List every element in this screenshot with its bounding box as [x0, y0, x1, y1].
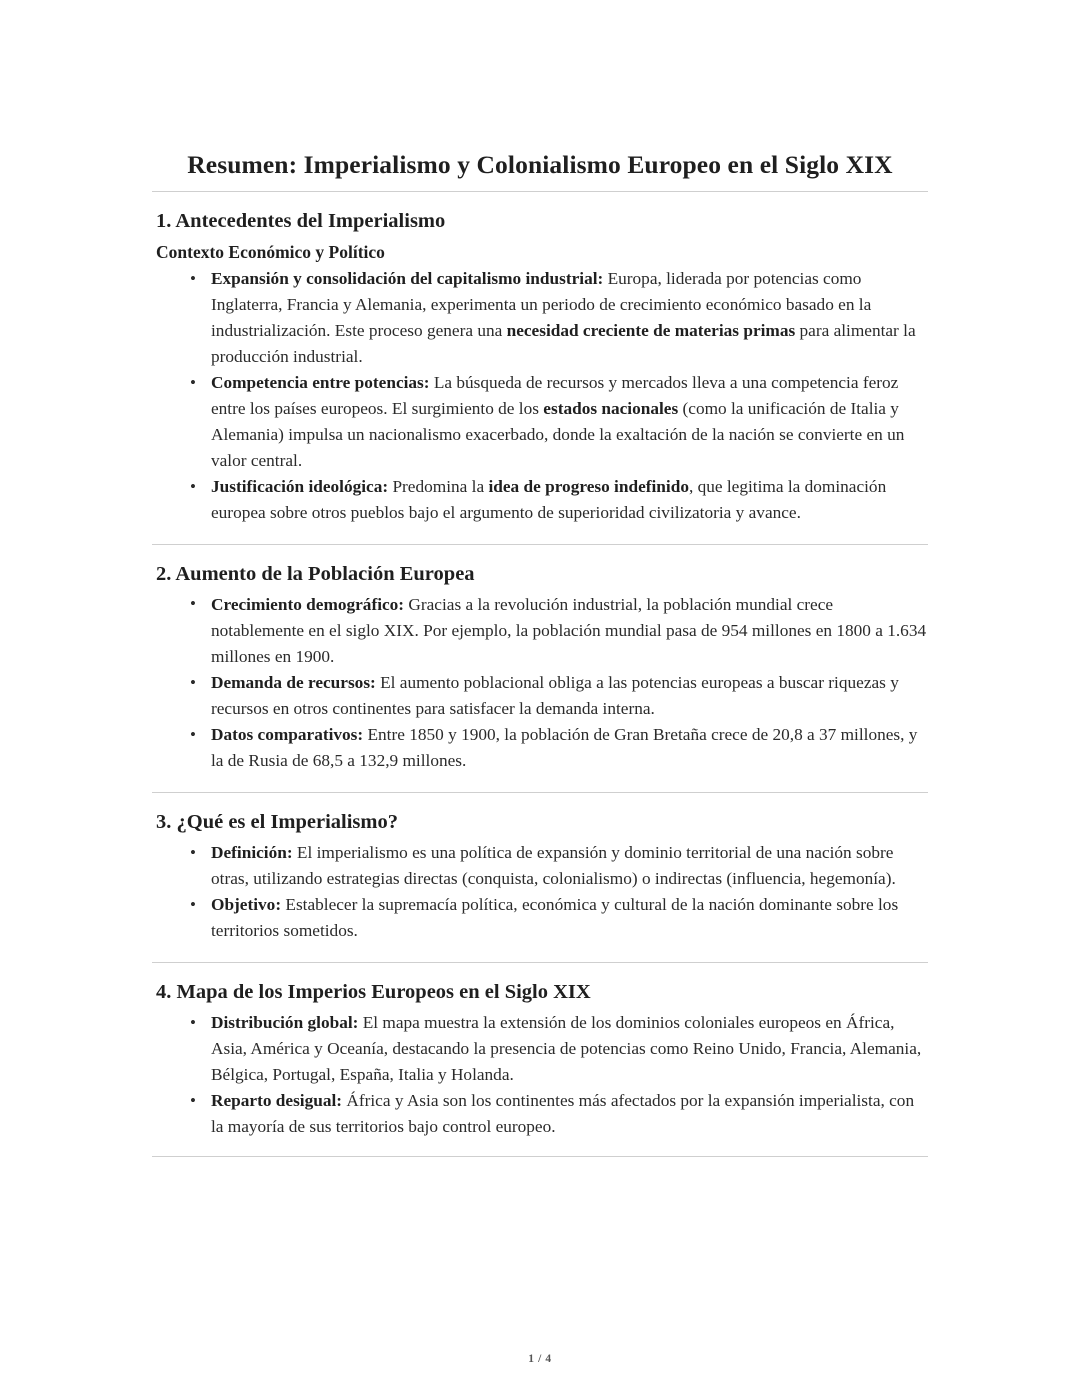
- list-item: [190, 474, 928, 526]
- list-item: [190, 592, 928, 670]
- divider-container: [152, 526, 928, 545]
- list-item: [190, 1010, 928, 1088]
- page-title: Resumen: Imperialismo y Colonialismo Europeo en el Siglo XIX: [187, 150, 893, 179]
- bullet-list-4: [152, 1010, 928, 1140]
- bullet-lead: Demanda de recursos:: [211, 673, 376, 693]
- bullet-body: Gracias a la revolución industrial, la población mundial crece notablemente en el siglo XIX. Por ejemplo, la población mundial pasa de 954 millones en 1800 a 1.634 millones en 1900.: [211, 594, 927, 666]
- section-4: [152, 963, 928, 1157]
- section-2: [152, 545, 928, 793]
- bullet-body-cont: , que legitima la dominación europea sobre otros pueblos bajo el argumento de superioridad civilizatoria y avance.: [211, 477, 887, 522]
- bullet-lead: Justificación ideológica:: [211, 477, 389, 497]
- section-1: [152, 192, 928, 545]
- list-item: [190, 370, 928, 473]
- bullet-lead: Competencia entre potencias:: [211, 373, 430, 393]
- bullet-body-cont: para alimentar la producción industrial.: [211, 321, 916, 366]
- list-item: [190, 670, 928, 722]
- bullet-body: El aumento poblacional obliga a las potencias europeas a buscar riquezas y recursos en otros continentes para satisfacer la demanda interna.: [211, 673, 899, 718]
- bullet-lead: Expansión y consolidación del capitalismo industrial:: [211, 269, 604, 289]
- divider-container: [152, 774, 928, 793]
- list-item: [190, 266, 928, 369]
- bullet-lead: Reparto desigual:: [211, 1091, 343, 1111]
- section-heading-4: 4. Mapa de los Imperios Europeos en el Siglo XIX: [156, 981, 591, 1004]
- bullet-body: El mapa muestra la extensión de los dominios coloniales europeos en África, Asia, América y Oceanía, destacando la presencia de potencias como Reino Unido, Francia, Alemania, Bélgica, Portugal, España, Italia y Holanda.: [211, 1013, 922, 1084]
- bullet-body-cont: (como la unificación de Italia y Alemania) impulsa un nacionalismo exacerbado, donde la exaltación de la nación se convierte en un valor central.: [211, 399, 905, 470]
- list-item: [190, 892, 928, 944]
- section-divider-4: [152, 1156, 928, 1157]
- bullet-list-2: [152, 592, 928, 774]
- bullet-body: La búsqueda de recursos y mercados lleva a una competencia feroz entre los países europeos. El surgimiento de los: [211, 373, 899, 419]
- page-footer: 1 / 4: [528, 1353, 552, 1365]
- list-item: [190, 722, 928, 774]
- bullet-lead: Distribución global:: [211, 1013, 359, 1033]
- bullet-list-3: [152, 840, 928, 944]
- section-subheading-1: Contexto Económico y Político: [156, 241, 385, 262]
- bullet-list-1: [152, 266, 928, 525]
- bullet-lead: Definición:: [211, 843, 293, 863]
- section-heading-1: 1. Antecedentes del Imperialismo: [156, 210, 446, 233]
- section-3: [152, 793, 928, 963]
- bullet-body: Predomina la: [388, 477, 489, 497]
- divider-container: [152, 944, 928, 963]
- bullet-emphasis: idea de progreso indefinido: [488, 477, 689, 497]
- bullet-body: Establecer la supremacía política, económica y cultural de la nación dominante sobre los territorios sometidos.: [211, 895, 899, 941]
- section-heading-2: 2. Aumento de la Población Europea: [156, 563, 475, 586]
- divider-container: [152, 1140, 928, 1157]
- document-content: [152, 148, 928, 1157]
- bullet-body: El imperialismo es una política de expansión y dominio territorial de una nación sobre otras, utilizando estrategias directas (conquista, colonialismo) o indirectas (influencia, hegemonía).: [211, 843, 896, 888]
- bullet-lead: Crecimiento demográfico:: [211, 594, 405, 614]
- list-item: [190, 840, 928, 892]
- bullet-body: África y Asia son los continentes más afectados por la expansión imperialista, con la mayoría de sus territorios bajo control europeo.: [211, 1091, 915, 1136]
- bullet-lead: Datos comparativos:: [211, 725, 364, 745]
- bullet-body: Europa, liderada por potencias como Inglaterra, Francia y Alemania, experimenta un periodo de crecimiento económico basado en la industrialización. Este proceso genera una: [211, 269, 872, 341]
- bullet-emphasis: necesidad creciente de materias primas: [506, 321, 796, 341]
- list-item: [190, 1088, 928, 1140]
- section-heading-3: 3. ¿Qué es el Imperialismo?: [156, 811, 398, 834]
- bullet-lead: Objetivo:: [211, 895, 282, 915]
- bullet-body: Entre 1850 y 1900, la población de Gran Bretaña crece de 20,8 a 37 millones, y la de Rusia de 68,5 a 132,9 millones.: [211, 725, 918, 771]
- bullet-emphasis: estados nacionales: [543, 399, 679, 419]
